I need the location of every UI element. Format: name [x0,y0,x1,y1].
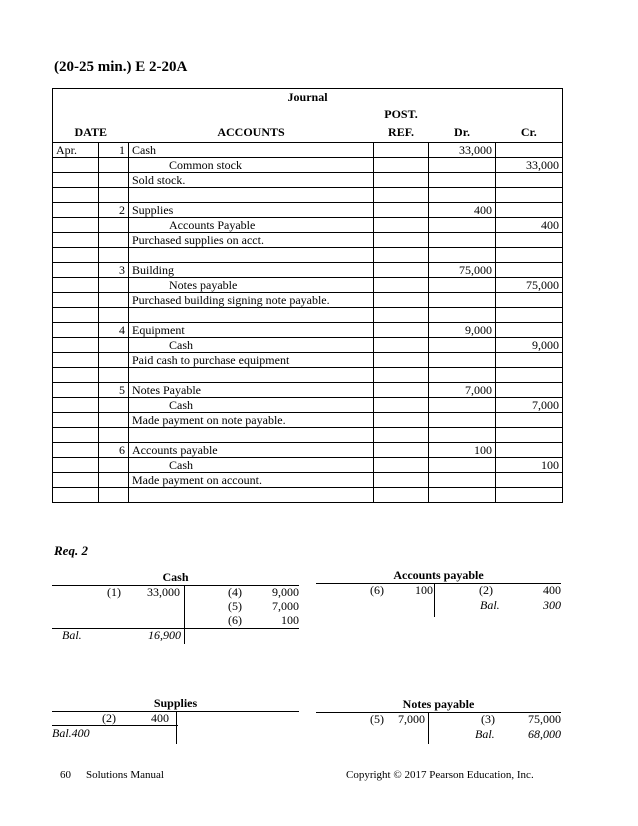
journal-day [99,368,129,383]
journal-table [52,88,563,503]
journal-post-ref [374,368,429,383]
journal-day [99,233,129,248]
journal-month [53,308,99,323]
journal-credit [496,173,563,188]
journal-account: Accounts Payable [129,218,374,233]
journal-month [53,323,99,338]
journal-row [53,383,563,398]
journal-month [53,203,99,218]
journal-post-ref [374,398,429,413]
req-2-label: Req. 2 [54,543,88,558]
journal-post-ref [374,248,429,263]
supplies-left-ref: (2) [102,711,116,725]
journal-debit [429,413,496,428]
journal-debit [429,473,496,488]
journal-day [99,278,129,293]
journal-month [53,368,99,383]
journal-debit [429,398,496,413]
journal-credit [496,413,563,428]
journal-month [53,428,99,443]
journal-credit: 7,000 [496,398,563,413]
journal-account: Purchased building signing note payable. [129,293,374,308]
journal-day: 1 [99,143,129,158]
journal-debit [429,368,496,383]
cash-right-ref-1: (4) [228,585,242,599]
journal-post-ref [374,143,429,158]
journal-post-ref [374,413,429,428]
exercise-heading: (20-25 min.) E 2-20A [54,59,188,75]
journal-account: Cash [129,398,374,413]
journal-account: Cash [129,458,374,473]
np-left-amt: 7,000 [398,712,425,726]
journal-credit [496,428,563,443]
journal-account: Cash [129,338,374,353]
journal-credit [496,443,563,458]
journal-debit [429,278,496,293]
journal-debit [429,233,496,248]
accounts-header: ACCOUNTS [129,123,374,143]
journal-debit [429,308,496,323]
journal-debit: 400 [429,203,496,218]
journal-month [53,248,99,263]
journal-day [99,218,129,233]
journal-post-ref [374,263,429,278]
ap-left-amt: 100 [415,583,433,597]
journal-credit [496,368,563,383]
journal-day [99,353,129,368]
journal-debit: 9,000 [429,323,496,338]
journal-credit [496,353,563,368]
journal-day [99,398,129,413]
journal-debit [429,158,496,173]
cash-right-amt-2: 7,000 [272,599,299,613]
t-account-accounts-payable [316,568,561,618]
np-bal-amt: 68,000 [528,727,561,741]
journal-credit [496,323,563,338]
cash-right-ref-3: (6) [228,613,242,627]
journal-day [99,413,129,428]
journal-day [99,158,129,173]
journal-row [53,353,563,368]
cash-right-amt-1: 9,000 [272,585,299,599]
journal-row [53,428,563,443]
journal-month [53,473,99,488]
journal-debit: 33,000 [429,143,496,158]
manual-title: Solutions Manual [86,769,164,781]
journal-post-ref [374,293,429,308]
journal-row [53,158,563,173]
journal-row [53,338,563,353]
journal-day [99,458,129,473]
journal-credit [496,203,563,218]
journal-month [53,188,99,203]
journal-month [53,458,99,473]
t-account-supplies [52,696,299,746]
cash-left-ref: (1) [107,585,121,599]
journal-account: Equipment [129,323,374,338]
journal-account: Purchased supplies on acct. [129,233,374,248]
journal-credit: 33,000 [496,158,563,173]
journal-day [99,473,129,488]
journal-row [53,188,563,203]
journal-month [53,413,99,428]
journal-post-ref [374,173,429,188]
t-account-name: Notes payable [402,697,475,711]
journal-day [99,488,129,503]
post-ref-header-1: POST. [384,107,418,121]
journal-account: Accounts payable [129,443,374,458]
journal-day [99,293,129,308]
journal-credit [496,233,563,248]
ap-bal-label: Bal. [480,598,500,612]
credit-header: Cr. [496,123,563,143]
np-bal-label: Bal. [475,727,495,741]
post-ref-header-2: REF. [374,123,429,143]
journal-day [99,173,129,188]
journal-account: Notes payable [129,278,374,293]
journal-credit [496,308,563,323]
journal-row [53,443,563,458]
journal-row [53,278,563,293]
journal-month: Apr. [53,143,99,158]
journal-day: 2 [99,203,129,218]
date-header: DATE [53,123,129,143]
cash-bal-amt: 16,900 [148,628,181,642]
journal-post-ref [374,188,429,203]
cash-bal-label: Bal. [62,628,82,642]
journal-post-ref [374,443,429,458]
journal-row [53,263,563,278]
journal-month [53,173,99,188]
journal-day [99,248,129,263]
journal-post-ref [374,428,429,443]
journal-month [53,488,99,503]
journal-credit [496,263,563,278]
journal-post-ref [374,218,429,233]
journal-month [53,278,99,293]
ap-bal-amt: 300 [543,598,561,612]
journal-post-ref [374,203,429,218]
journal-post-ref [374,473,429,488]
journal-account: Sold stock. [129,173,374,188]
journal-day: 5 [99,383,129,398]
journal-month [53,218,99,233]
journal-row [53,203,563,218]
journal-account: Building [129,263,374,278]
journal-credit: 9,000 [496,338,563,353]
journal-month [53,158,99,173]
journal-row [53,293,563,308]
np-right-ref: (3) [481,712,495,726]
journal-day [99,188,129,203]
journal-month [53,443,99,458]
journal-day [99,308,129,323]
journal-debit [429,353,496,368]
cash-right-ref-2: (5) [228,599,242,613]
journal-debit: 7,000 [429,383,496,398]
journal-account [129,188,374,203]
journal-account: Made payment on note payable. [129,413,374,428]
cash-left-amt: 33,000 [147,585,180,599]
journal-credit [496,473,563,488]
journal-debit [429,488,496,503]
journal-credit [496,293,563,308]
journal-row [53,398,563,413]
journal-account: Common stock [129,158,374,173]
journal-month [53,398,99,413]
t-account-name: Accounts payable [393,568,484,582]
journal-account [129,248,374,263]
journal-account [129,308,374,323]
journal-month [53,353,99,368]
journal-debit: 100 [429,443,496,458]
journal-account: Paid cash to purchase equipment [129,353,374,368]
journal-debit [429,458,496,473]
journal-account: Notes Payable [129,383,374,398]
supplies-left-amt: 400 [151,711,169,725]
journal-day: 4 [99,323,129,338]
journal-row [53,143,563,158]
t-account-cash [52,570,299,640]
journal-account: Cash [129,143,374,158]
journal-credit [496,188,563,203]
journal-debit [429,338,496,353]
journal-row [53,233,563,248]
journal-title: Journal [53,89,563,107]
journal-account [129,428,374,443]
cash-right-amt-3: 100 [281,613,299,627]
journal-post-ref [374,323,429,338]
journal-credit [496,383,563,398]
journal-post-ref [374,488,429,503]
journal-row [53,458,563,473]
journal-post-ref [374,353,429,368]
journal-post-ref [374,458,429,473]
journal-post-ref [374,308,429,323]
journal-account: Made payment on account. [129,473,374,488]
journal-credit: 75,000 [496,278,563,293]
journal-post-ref [374,383,429,398]
journal-month [53,383,99,398]
journal-debit [429,293,496,308]
journal-post-ref [374,233,429,248]
journal-debit [429,188,496,203]
journal-row [53,413,563,428]
journal-row [53,368,563,383]
ap-right-amt: 400 [543,583,561,597]
journal-month [53,263,99,278]
journal-debit [429,428,496,443]
journal-account: Supplies [129,203,374,218]
journal-month [53,338,99,353]
t-account-notes-payable [316,697,561,747]
journal-row [53,473,563,488]
np-left-ref: (5) [370,712,384,726]
ap-right-ref: (2) [479,583,493,597]
journal-day: 6 [99,443,129,458]
journal-post-ref [374,278,429,293]
ap-left-ref: (6) [370,583,384,597]
supplies-bal: Bal.400 [52,726,90,740]
journal-row [53,488,563,503]
journal-credit: 100 [496,458,563,473]
journal-credit [496,143,563,158]
journal-debit [429,248,496,263]
t-account-name: Cash [162,570,189,584]
t-account-name: Supplies [153,696,198,710]
copyright: Copyright © 2017 Pearson Education, Inc. [346,769,534,781]
journal-row [53,173,563,188]
journal-row [53,323,563,338]
journal-credit [496,488,563,503]
journal-row [53,248,563,263]
journal-credit: 400 [496,218,563,233]
journal-post-ref [374,338,429,353]
page-number: 60 [60,769,71,781]
journal-debit: 75,000 [429,263,496,278]
journal-debit [429,218,496,233]
journal-day [99,428,129,443]
journal-account [129,368,374,383]
journal-post-ref [374,158,429,173]
journal-debit [429,173,496,188]
journal-row [53,308,563,323]
journal-day: 3 [99,263,129,278]
journal-credit [496,248,563,263]
journal-row [53,218,563,233]
journal-month [53,293,99,308]
debit-header: Dr. [429,123,496,143]
journal-day [99,338,129,353]
np-right-amt: 75,000 [528,712,561,726]
journal-account [129,488,374,503]
journal-month [53,233,99,248]
